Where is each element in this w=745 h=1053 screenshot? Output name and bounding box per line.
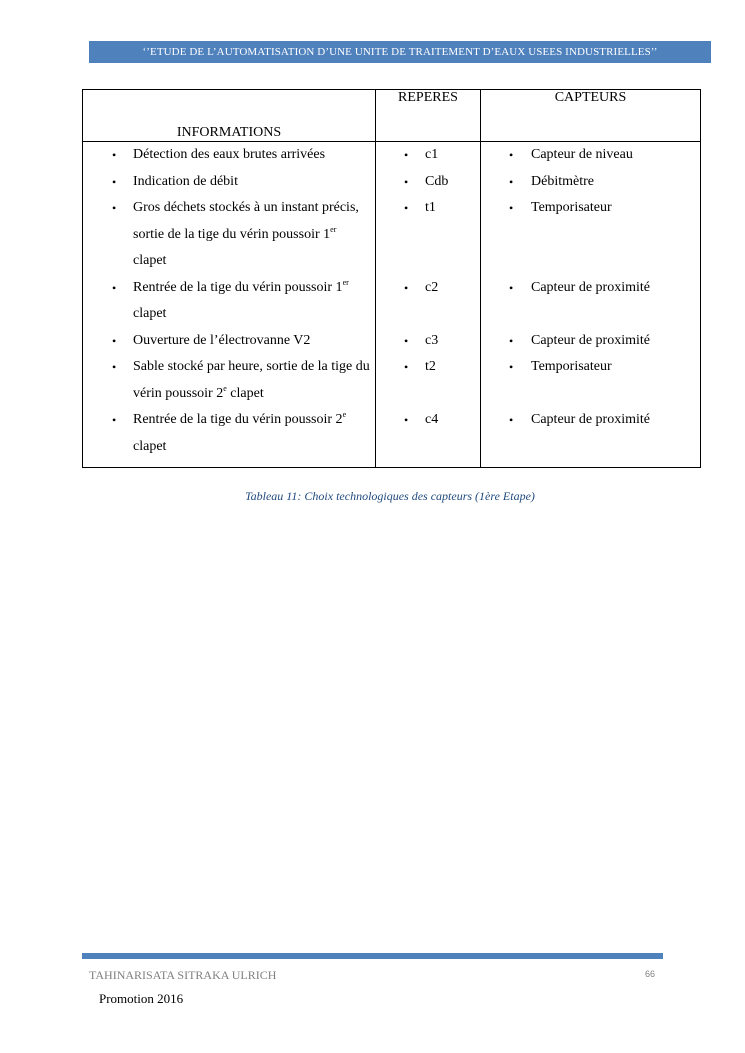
bullet-icon: • xyxy=(509,174,514,189)
information-text: Rentrée de la tige du vérin poussoir 2e clapet xyxy=(133,410,347,454)
information-text: Détection des eaux brutes arrivées xyxy=(133,147,326,162)
footer-promotion: Promotion 2016 xyxy=(99,991,184,1006)
list-item xyxy=(376,354,480,407)
information-text: Indication de débit xyxy=(133,173,238,189)
list-item xyxy=(83,354,375,407)
list-item xyxy=(83,275,375,328)
bullet-icon: • xyxy=(509,148,514,162)
column-header-capteurs: CAPTEURS xyxy=(481,90,701,142)
list-item xyxy=(481,195,700,275)
bullet-icon: • xyxy=(112,201,117,215)
column-header-reperes: REPERES xyxy=(376,90,481,142)
sensor-choice-table xyxy=(82,89,701,468)
column-header-informations: INFORMATIONS xyxy=(83,90,376,142)
repere-text: t2 xyxy=(425,359,436,374)
bullet-icon: • xyxy=(509,333,514,348)
bullet-icon: • xyxy=(404,360,409,374)
capteur-text: Débitmètre xyxy=(531,173,594,189)
bullet-icon: • xyxy=(509,413,514,427)
page-number: 66 xyxy=(645,969,656,979)
bullet-icon: • xyxy=(404,148,409,162)
page-header-title: ‘’ETUDE DE L’AUTOMATISATION D’UNE UNITE DE TRAITEMENT D’EAUX USEES INDUSTRIELLES’’ xyxy=(89,41,711,63)
list-item xyxy=(83,142,375,169)
capteur-text: Capteur de proximité xyxy=(531,279,650,295)
capteur-text: Temporisateur xyxy=(531,200,612,215)
bullet-icon: • xyxy=(509,201,514,215)
footer-author: TAHINARISATA SITRAKA ULRICH xyxy=(89,968,277,982)
repere-text: Cdb xyxy=(425,173,449,189)
information-text: Ouverture de l’électrovanne V2 xyxy=(133,332,311,348)
list-item xyxy=(83,328,375,355)
bullet-icon: • xyxy=(509,360,514,374)
repere-text: t1 xyxy=(425,200,436,215)
list-item xyxy=(376,328,480,355)
repere-text: c3 xyxy=(425,332,439,348)
list-item xyxy=(481,354,700,407)
capteur-text: Capteur de proximité xyxy=(531,412,650,427)
list-item xyxy=(481,275,700,328)
list-item xyxy=(376,195,480,275)
informations-list xyxy=(83,142,375,460)
reperes-cell xyxy=(376,142,481,468)
repere-text: c1 xyxy=(425,147,439,162)
bullet-icon: • xyxy=(112,360,117,374)
table-caption: Tableau 11: Choix technologiques des capteurs (1ère Etape) xyxy=(245,489,535,503)
list-item xyxy=(83,407,375,460)
bullet-icon: • xyxy=(404,174,409,189)
repere-text: c2 xyxy=(425,279,439,295)
capteurs-cell xyxy=(481,142,701,468)
list-item xyxy=(481,407,700,434)
list-item xyxy=(481,142,700,169)
list-item xyxy=(83,169,375,196)
bullet-icon: • xyxy=(112,280,117,295)
bullet-icon: • xyxy=(112,174,117,189)
table-row xyxy=(83,142,701,468)
bullet-icon: • xyxy=(404,201,409,215)
information-text: Rentrée de la tige du vérin poussoir 1er clapet xyxy=(133,277,349,321)
list-item xyxy=(376,142,480,169)
capteur-text: Temporisateur xyxy=(531,359,612,374)
capteurs-list xyxy=(481,142,700,434)
capteur-text: Capteur de niveau xyxy=(531,147,633,162)
footer-divider xyxy=(82,953,663,959)
capteur-text: Capteur de proximité xyxy=(531,332,650,348)
list-item xyxy=(481,169,700,196)
bullet-icon: • xyxy=(112,148,117,162)
list-item xyxy=(83,195,375,275)
bullet-icon: • xyxy=(509,280,514,295)
bullet-icon: • xyxy=(404,280,409,295)
bullet-icon: • xyxy=(404,413,409,427)
bullet-icon: • xyxy=(112,413,117,427)
repere-text: c4 xyxy=(425,412,439,427)
reperes-list xyxy=(376,142,480,434)
table-header-row xyxy=(83,90,701,142)
information-text: Gros déchets stockés à un instant précis, sortie de la tige du vérin poussoir 1er clapet xyxy=(133,200,359,268)
list-item xyxy=(376,407,480,434)
list-item xyxy=(376,169,480,196)
bullet-icon: • xyxy=(404,333,409,348)
list-item xyxy=(481,328,700,355)
information-text: Sable stocké par heure, sortie de la tige du vérin poussoir 2e clapet xyxy=(133,359,370,401)
informations-cell xyxy=(83,142,376,468)
list-item xyxy=(376,275,480,328)
bullet-icon: • xyxy=(112,333,117,348)
